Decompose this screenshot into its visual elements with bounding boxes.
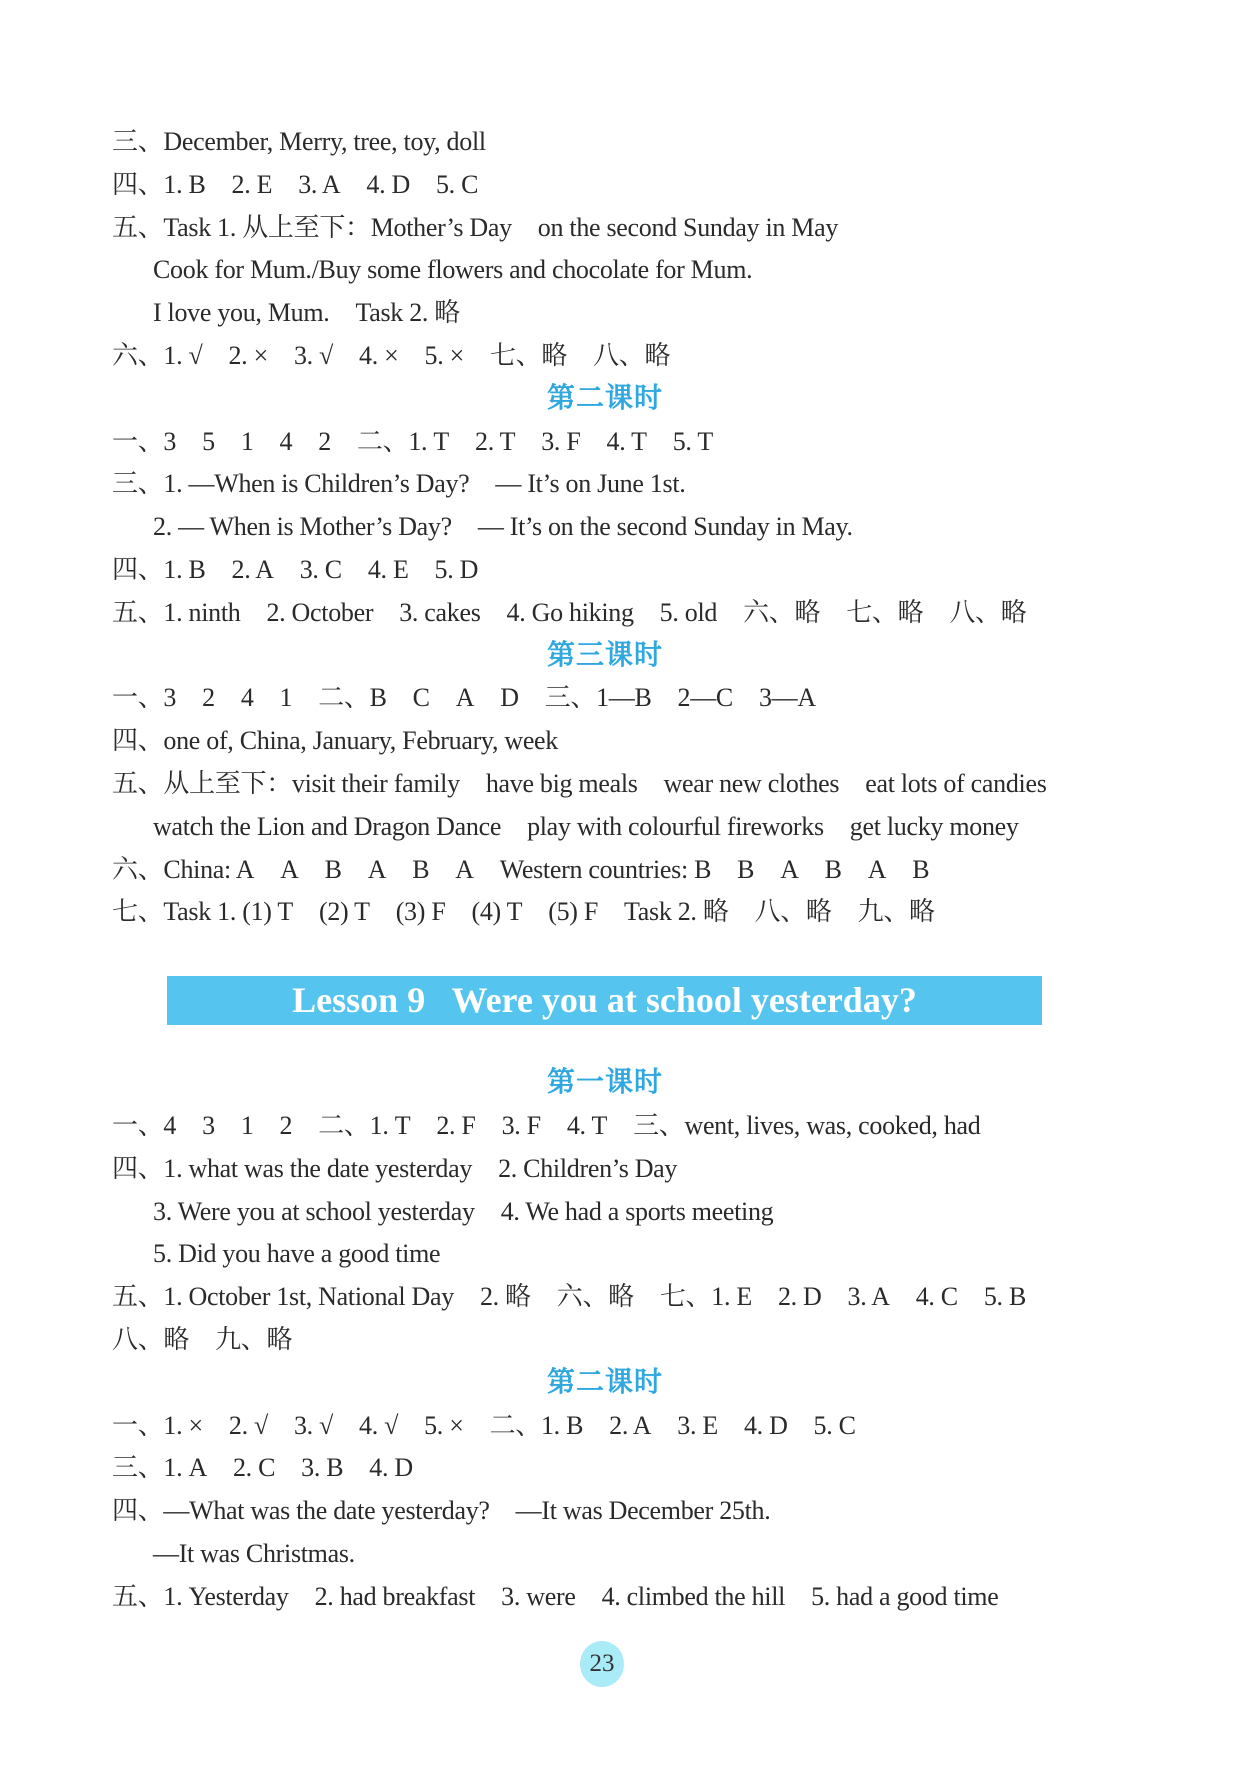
answer-item: 2. A — [609, 1410, 652, 1440]
answer-line — [112, 891, 1152, 934]
answer-line — [112, 1576, 1152, 1619]
answer-item: 三、December, Merry, tree, toy, doll — [112, 127, 486, 156]
answer-line — [112, 592, 1152, 635]
answer-item: play with colourful fireworks — [527, 811, 824, 841]
answer-item: 3. √ — [293, 1410, 334, 1440]
answer-item: 一、3 — [112, 683, 177, 713]
answer-item: 3 — [202, 1110, 215, 1140]
answer-item: 5. × — [424, 340, 464, 370]
section-heading: 第一课时 — [546, 1067, 663, 1099]
answer-line — [112, 806, 1152, 849]
answer-item: (3) F — [395, 897, 446, 927]
answer-item: 七、略 — [846, 597, 924, 627]
answer-item: A — [280, 854, 299, 884]
answer-item: 5. had a good time — [811, 1581, 999, 1611]
answer-item: 八、略 — [593, 340, 671, 370]
answer-line — [112, 1191, 1152, 1234]
answer-item: I love you, Mum. — [153, 298, 330, 328]
answer-item: 四、one of, China, January, February, week — [112, 726, 558, 756]
answer-item: —It was December 25th. — [515, 1496, 771, 1526]
answer-line — [112, 1490, 1152, 1533]
section-heading: 第二课时 — [546, 1366, 663, 1398]
answer-line — [112, 164, 1152, 207]
answer-item: 4. T — [606, 426, 647, 456]
answer-item: (5) F — [548, 897, 598, 927]
answer-line — [112, 720, 1152, 763]
answer-item: 六、略 — [556, 1282, 634, 1312]
answer-item: wear new clothes — [663, 768, 840, 798]
answer-item: C — [412, 683, 430, 713]
answer-item: A — [367, 854, 387, 884]
answer-line — [112, 121, 1152, 164]
answer-item: 一、1. × — [112, 1410, 203, 1440]
answer-item: —It was Christmas. — [153, 1538, 355, 1568]
answer-item: 2. C — [232, 1453, 276, 1483]
answer-item: 5. T — [672, 426, 713, 456]
answer-item: 2. √ — [228, 1410, 268, 1440]
answer-item: 四、—What was the date yesterday? — [112, 1496, 490, 1526]
answer-item: 4. E — [367, 554, 409, 584]
answer-item: 九、略 — [215, 1324, 293, 1354]
answer-item: 3. C — [299, 554, 342, 584]
answer-item: 一、3 — [112, 426, 177, 456]
answer-item: D — [500, 683, 519, 713]
answer-line — [112, 763, 1152, 806]
answer-item: 3. B — [301, 1453, 344, 1483]
answer-item: 4. T — [566, 1110, 608, 1140]
answer-item: 3. cakes — [399, 597, 481, 627]
answer-line — [112, 849, 1152, 892]
answer-item: 六、1. √ — [112, 340, 203, 370]
answer-item: 2. T — [475, 426, 516, 456]
answer-item: B — [412, 854, 430, 884]
answer-item: 5. C — [813, 1410, 856, 1440]
answer-item: 3. A — [298, 169, 341, 199]
answer-item: 4. × — [359, 340, 399, 370]
answer-item: 2—C — [677, 683, 733, 713]
answer-item: 五、从上至下：visit their family — [112, 768, 460, 798]
answer-item: (4) T — [471, 897, 523, 927]
answer-item: 二、1. B — [489, 1410, 584, 1440]
answer-item: 3. F — [501, 1110, 541, 1140]
answer-line — [112, 1105, 1152, 1148]
answer-item: 3—A — [758, 683, 816, 713]
answer-item: 3. were — [501, 1581, 576, 1611]
answer-item: — It’s on June 1st. — [495, 469, 686, 499]
answer-line — [112, 1405, 1152, 1448]
answer-line — [112, 506, 1152, 549]
answer-item: A — [455, 854, 474, 884]
answer-line — [112, 1276, 1152, 1319]
answer-item: 2 — [318, 426, 331, 456]
section-heading: 第三课时 — [546, 639, 663, 671]
answer-item: 2 — [202, 683, 215, 713]
answer-item: 2. had breakfast — [314, 1581, 476, 1611]
lesson-title-banner: Lesson 9 Were you at school yesterday? — [167, 976, 1042, 1025]
answer-item: 5. × — [424, 1410, 464, 1440]
answer-item: 4. We had a sports meeting — [500, 1196, 774, 1226]
lesson-banner-container — [112, 934, 1152, 1062]
answer-item: 4. C — [915, 1282, 958, 1312]
answer-item: (2) T — [318, 897, 370, 927]
answer-item: — It’s on the second Sunday in May. — [477, 512, 853, 542]
answer-item: 2. F — [436, 1110, 476, 1140]
answer-item: Task 2. 略 — [624, 897, 729, 927]
answer-item: 四、1. what was the date yesterday — [112, 1153, 473, 1183]
answer-item: 二、1. T — [356, 426, 450, 456]
answer-item: 5. D — [434, 554, 479, 584]
answer-item: 一、4 — [112, 1110, 177, 1140]
answer-item: A — [867, 854, 887, 884]
answer-content — [112, 121, 1152, 1619]
answer-item: 八、略 — [949, 597, 1027, 627]
answer-item: A — [780, 854, 799, 884]
answer-item: 三、went, lives, was, cooked, had — [633, 1110, 981, 1140]
answer-line — [112, 335, 1152, 378]
answer-item: 2. 略 — [479, 1282, 531, 1312]
answer-item: get lucky money — [849, 811, 1019, 841]
answer-item: 五、1. October 1st, National Day — [112, 1282, 454, 1312]
answer-item: 3. √ — [293, 340, 334, 370]
answer-line — [112, 549, 1152, 592]
answer-item: 2. October — [266, 597, 374, 627]
answer-item: 五、1. ninth — [112, 597, 241, 627]
answer-item: 5. B — [983, 1282, 1026, 1312]
answer-item: A — [455, 683, 475, 713]
answer-line — [112, 249, 1152, 292]
answer-item: 三、1—B — [544, 683, 652, 713]
answer-item: 2. Children’s Day — [498, 1153, 678, 1183]
answer-item: 三、1. A — [112, 1453, 207, 1483]
answer-item: 四、1. B — [112, 169, 206, 199]
answer-item: 六、略 — [743, 597, 821, 627]
answer-item: 4. Go hiking — [506, 597, 634, 627]
answer-line — [112, 207, 1152, 250]
answer-item: 1 — [240, 426, 254, 456]
answer-item: watch the Lion and Dragon Dance — [153, 811, 502, 841]
answer-line — [112, 421, 1152, 464]
answer-item: Task 2. 略 — [355, 298, 460, 328]
answer-item: 4. climbed the hill — [601, 1581, 786, 1611]
answer-item: 七、略 — [489, 340, 568, 370]
answer-item: eat lots of candies — [865, 768, 1047, 798]
answer-item: 5. Did you have a good time — [153, 1239, 441, 1269]
answer-item: 二、B — [318, 683, 387, 713]
answer-item: 2. D — [777, 1282, 822, 1312]
answer-line — [112, 1447, 1152, 1490]
answer-line — [112, 1233, 1152, 1276]
answer-item: 5. old — [659, 597, 718, 627]
answer-item: 3. Were you at school yesterday — [153, 1196, 475, 1226]
answer-item: 2. — When is Mother’s Day? — [153, 512, 452, 542]
answer-line — [112, 677, 1152, 720]
answer-item: Cook for Mum./Buy some flowers and chocolate for Mum. — [153, 255, 753, 285]
answer-item: B — [324, 854, 342, 884]
answer-line — [112, 463, 1152, 506]
answer-item: 1 — [240, 1110, 254, 1140]
answer-item: have big meals — [485, 768, 638, 798]
answer-item: 4 — [279, 426, 293, 456]
answer-item: 2 — [279, 1110, 293, 1140]
answer-item: 4 — [240, 683, 254, 713]
answer-item: 3. A — [847, 1282, 890, 1312]
answer-line — [112, 1148, 1152, 1191]
answer-item: 3. E — [677, 1410, 718, 1440]
answer-item: 七、Task 1. (1) T — [112, 897, 293, 927]
answer-line — [112, 1319, 1152, 1362]
answer-item: 七、1. E — [659, 1282, 752, 1312]
answer-line — [112, 1533, 1152, 1576]
answer-item: B — [737, 854, 755, 884]
answer-item: Western countries: B — [499, 854, 712, 884]
answer-line — [112, 292, 1152, 335]
answer-item: 四、1. B — [112, 554, 206, 584]
answer-item: 1 — [279, 683, 293, 713]
answer-item: 五、Task 1. 从上至下：Mother’s Day — [112, 212, 512, 242]
answer-item: 4. D — [743, 1410, 788, 1440]
page-number: 23 — [580, 1641, 624, 1687]
answer-item: 4. D — [369, 1453, 413, 1483]
answer-item: 2. A — [231, 554, 274, 584]
answer-item: 4. D — [366, 169, 410, 199]
answer-item: 九、略 — [857, 897, 935, 927]
answer-item: on the second Sunday in May — [537, 212, 839, 242]
answer-item: B — [912, 854, 930, 884]
section-heading: 第二课时 — [546, 382, 663, 414]
answer-item: 五、1. Yesterday — [112, 1581, 289, 1611]
answer-item: 八、略 — [112, 1324, 190, 1354]
answer-item: B — [824, 854, 842, 884]
answer-item: 二、1. T — [318, 1110, 411, 1140]
answer-item: 2. E — [231, 169, 273, 199]
answer-item: 三、1. —When is Children’s Day? — [112, 469, 470, 499]
answer-item: 六、China: A — [112, 854, 255, 884]
answer-item: 3. F — [541, 426, 581, 456]
answer-item: 4. √ — [359, 1410, 399, 1440]
answer-item: 5 — [202, 426, 215, 456]
answer-item: 2. × — [228, 340, 268, 370]
answer-item: 八、略 — [754, 897, 832, 927]
answer-item: 5. C — [435, 169, 479, 199]
